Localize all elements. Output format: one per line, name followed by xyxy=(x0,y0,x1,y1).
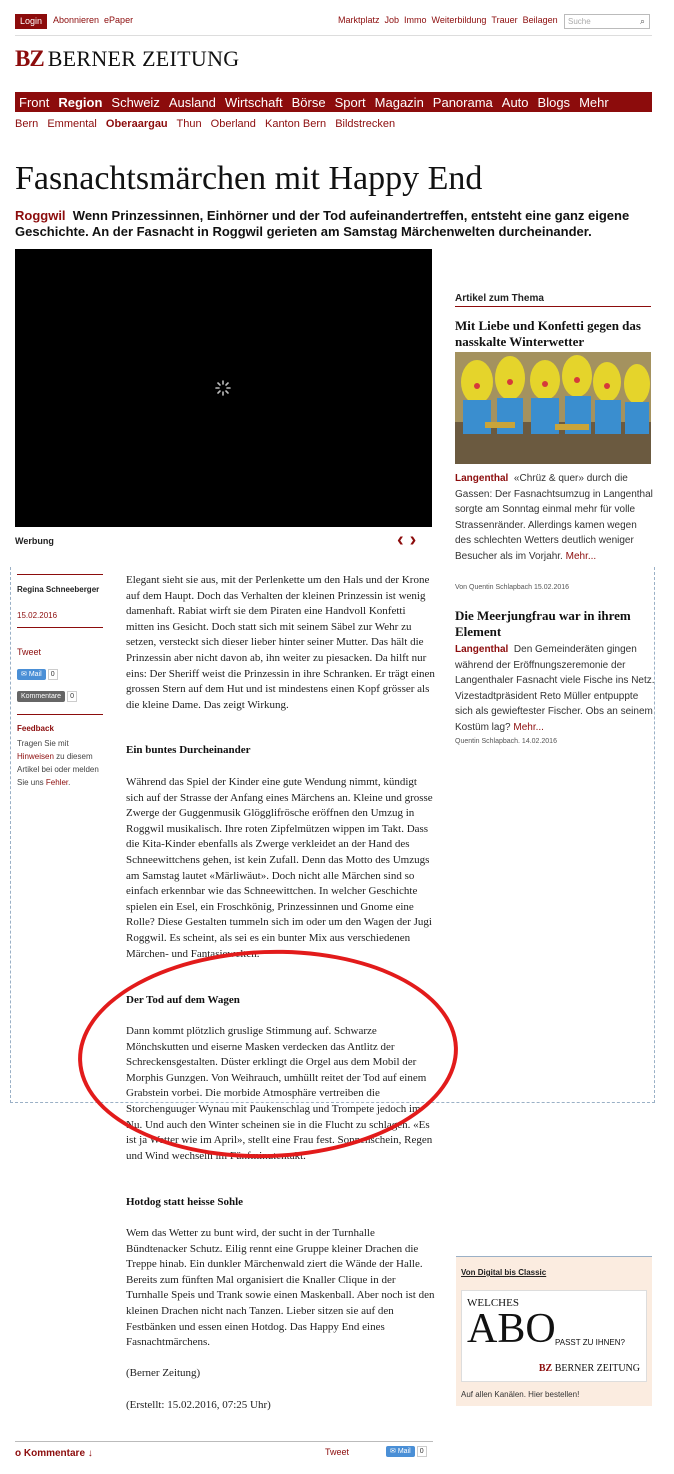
nav-boerse[interactable]: Börse xyxy=(291,94,326,110)
ad-big-text: ABO xyxy=(467,1306,556,1352)
nav-front[interactable]: Front xyxy=(19,94,50,110)
feedback-rule xyxy=(17,714,103,715)
related-image-1[interactable] xyxy=(455,352,651,464)
article-source: (Berner Zeitung) xyxy=(126,1367,201,1379)
bottom-mail-share xyxy=(386,1446,427,1457)
ad-banner[interactable] xyxy=(461,1290,647,1382)
fehler-link[interactable]: Fehler xyxy=(45,778,69,787)
ad-logo-mark: BZ xyxy=(538,1363,553,1374)
search-placeholder: Suche xyxy=(568,17,591,26)
related-title-2[interactable]: Die Meerjungfrau war in ihrem Element xyxy=(455,608,631,639)
related-dateline-2: Langenthal xyxy=(455,644,509,655)
lead-dateline: Roggwil xyxy=(15,208,66,223)
subnav-emmental[interactable]: Emmental xyxy=(47,118,97,130)
author-name[interactable]: Regina Schneeberger xyxy=(17,585,100,594)
nav-ausland[interactable]: Ausland xyxy=(168,94,216,110)
main-nav xyxy=(15,92,652,112)
nav-blogs[interactable]: Blogs xyxy=(537,94,571,110)
comments-button[interactable]: Kommentare xyxy=(17,691,65,702)
mail-label: Mail xyxy=(28,671,42,678)
subheading-2: Der Tod auf dem Wagen xyxy=(126,994,240,1006)
logo-mark: BZ xyxy=(15,46,44,71)
abonnieren-link[interactable]: Abonnieren xyxy=(53,15,100,25)
comments-share xyxy=(17,691,103,702)
chevron-left-icon[interactable]: ‹ xyxy=(397,529,410,551)
related-dateline-1: Langenthal xyxy=(455,473,509,484)
nav-region[interactable]: Region xyxy=(58,94,103,110)
article-date: 15.02.2016 xyxy=(17,611,58,620)
article-lead xyxy=(15,208,655,240)
related-byline-2: Quentin Schlapbach. 14.02.2016 xyxy=(455,738,557,745)
feedback-text-2: zu diesem Artikel bei oder melden Sie uns xyxy=(17,752,99,787)
author-rule-top xyxy=(17,574,103,575)
bottom-tweet-link[interactable]: Tweet xyxy=(325,1447,350,1457)
ad-label: Werbung xyxy=(15,536,54,546)
ad-line-1: WELCHES xyxy=(467,1297,519,1309)
article-paragraph-4: Wem das Wetter zu bunt wird, der sucht in der Turnhalle Bündtenacker Schutz. Eilig rennt eine Gruppe kleiner Drachen die Treppe hinab. Ein dunkler Märchenwald ziert die Wände der Halle. Bereits zum fünften Mal organisiert die Knaller Clique in der Turnhalle Speis und Trank sowie einen Maskenball. Aber noch ist den kleinen Drachen nicht nach Tanzen. Lieber sitzen sie auf den Festbänken und essen einen Hotdog. Das Happy End eines Fasnachtmärchens. xyxy=(126,1227,435,1349)
subnav-thun[interactable]: Thun xyxy=(176,118,202,130)
login-button[interactable]: Login xyxy=(15,14,47,29)
comments-count: 0 xyxy=(67,691,77,702)
mail-count: 0 xyxy=(48,669,58,680)
related-byline-1: Von Quentin Schlapbach 15.02.2016 xyxy=(455,584,570,591)
mail-share xyxy=(17,669,103,680)
top-links-left xyxy=(53,15,138,25)
video-player[interactable] xyxy=(15,249,432,527)
search-icon[interactable]: ⌕ xyxy=(639,16,645,26)
nav-auto[interactable]: Auto xyxy=(501,94,529,110)
weiterbildung-link[interactable]: Weiterbildung xyxy=(431,15,487,25)
tweet-link[interactable]: Tweet xyxy=(17,647,42,657)
bottom-mail-button[interactable]: ✉ Mail xyxy=(386,1446,415,1457)
arrow-down-icon: ↓ xyxy=(87,1448,93,1459)
nav-schweiz[interactable]: Schweiz xyxy=(111,94,160,110)
logo-name: BERNER ZEITUNG xyxy=(47,46,240,71)
ad-logo xyxy=(539,1363,640,1374)
ad-logo-name: BERNER ZEITUNG xyxy=(554,1363,640,1374)
feedback-text: Tragen Sie mit Hinweisen zu diesem Artikel bei oder melden Sie uns Fehler. xyxy=(17,739,99,787)
comments-label: o Kommentare xyxy=(15,1448,86,1459)
site-logo[interactable] xyxy=(15,46,239,72)
ad-line-2: PASST ZU IHNEN? xyxy=(555,1338,625,1347)
mail-button[interactable]: ✉ Mail xyxy=(17,669,46,680)
lead-text: Wenn Prinzessinnen, Einhörner und der Tod aufeinandertreffen, entsteht eine ganz eigene Geschichte. An der Fasnacht in Roggwil gerieten am Samstag Märchenwelten durcheinander. xyxy=(15,208,630,239)
article-paragraph-2: Während das Spiel der Kinder eine gute Wendung nimmt, kündigt sich auf der Strasse der Anfang eines Märchens an. Kleine und grosse Zwerge der Guggenmusik Glögglifrösche eröffnen den Umzug in Roggwil musikalisch. Ihre roten Zipfelmützen wippen im Takt. Dass die Kita-Kinder ebenfalls als Zwerge verkleidet an der Hand des Schneewittchens gehen, ist kein Zufall. Denn das Motto des Umzugs am Samstag lautet «Märliwäut». Doch nicht alle Märchen sind so einfach erkennbar wie das Schneewittchen. In welcher Geschichte spielen ein Esel, ein Froschkönig, Prinzessinnen und Gnome eine Rolle? Diese Gestalten tummeln sich im oder um den Wagen der Jugi Roggwil. Es scheint, als sei es ein bunter Mix aus verschiedenen Märchen- und Fantasiewelten. xyxy=(126,776,433,960)
subnav-kanton-bern[interactable]: Kanton Bern xyxy=(264,118,327,130)
article-paragraph-3: Dann kommt plötzlich gruslige Stimmung auf. Schwarze Mönchskutten und eiserne Masken verdecken das Antlitz der Schreckensgestalten. Düster erklingt die Orgel aus dem Mobil der Morphis Gunzgen. Von Weihrauch, umhüllt reitet der Tod auf einem Grabstein vorbei. Die morbide Atmosphäre vertreiben die Storchenguuger Wynau mit Paukenschlag und Trompete jedoch im Nu. Und auch den Winter scheinen sie in die Flucht zu schlagen. «Es ist ja Wetter wie im April», stellt eine Frau fest. Sonnenschein, Regen und Wind wechseln im Fünfminutentakt. xyxy=(126,1025,433,1162)
abo-advertisement[interactable] xyxy=(456,1256,652,1406)
article-paragraph-1: Elegant sieht sie aus, mit der Perlenkette um den Hals und der Krone auf dem Haupt. Doch das Verhalten der kleinen Prinzessin ist wenig damenhaft. Rabiat wirft sie dem Piraten eine Handvoll Konfetti mitten ins Gesicht. Doch statt sich mit seinem Säbel zur Wehr zu setzen, versteckt sich dieser lieber hinter seiner Mutter. Das hält die Prinzessin aber nicht davon ab, ihn weiter zu piesacken. Da hilft nur eins: Der Sheriff weist die Prinzessin in ihre Schranken. Er trägt einen grossen Stern auf dem Hut und ist mindestens einen Kopf grösser als die kleine Dame. Das zeigt Wirkung. xyxy=(126,574,435,711)
subheading-3: Hotdog statt heisse Sohle xyxy=(126,1196,244,1208)
related-text-2: Den Gemeinderäten gingen während der Eröffnungszeremonie der Langenthaler Fasnacht viele Fische ins Netz. Vizestadtpräsident Reto Müller entpuppte sich als gewieftester Fischer. Obs an seinem Kostüm lag? xyxy=(455,644,655,733)
related-rule xyxy=(455,306,651,307)
trauer-link[interactable]: Trauer xyxy=(491,15,518,25)
top-links-right xyxy=(338,15,563,25)
nav-sport[interactable]: Sport xyxy=(334,94,366,110)
comments-toggle[interactable] xyxy=(15,1448,93,1459)
related-more-2[interactable]: Mehr... xyxy=(513,721,544,733)
nav-panorama[interactable]: Panorama xyxy=(432,94,493,110)
related-title-1[interactable]: Mit Liebe und Konfetti gegen das nasskalte Winterwetter xyxy=(455,318,641,349)
beilagen-link[interactable]: Beilagen xyxy=(522,15,558,25)
related-more-1[interactable]: Mehr... xyxy=(565,550,597,562)
epaper-link[interactable]: ePaper xyxy=(104,15,134,25)
subnav-bern[interactable]: Bern xyxy=(15,118,39,130)
subnav-bildstrecken[interactable]: Bildstrecken xyxy=(335,118,396,130)
subnav-oberaargau[interactable]: Oberaargau xyxy=(105,118,168,130)
nav-wirtschaft[interactable]: Wirtschaft xyxy=(224,94,283,110)
job-link[interactable]: Job xyxy=(384,15,400,25)
bottom-mail-count: 0 xyxy=(417,1446,427,1457)
immo-link[interactable]: Immo xyxy=(404,15,427,25)
bottom-mail-label: Mail xyxy=(397,1448,411,1455)
feedback-title: Feedback xyxy=(17,724,54,733)
ad-heading[interactable]: Von Digital bis Classic xyxy=(461,1268,547,1277)
related-teaser-1 xyxy=(455,471,655,564)
related-heading: Artikel zum Thema xyxy=(455,293,544,304)
author-rule-bottom xyxy=(17,627,103,628)
feedback-text-1: Tragen Sie mit xyxy=(17,739,69,748)
related-teaser-2 xyxy=(455,642,655,735)
subnav-oberland[interactable]: Oberland xyxy=(210,118,256,130)
article-created: (Erstellt: 15.02.2016, 07:25 Uhr) xyxy=(126,1399,271,1411)
article-title: Fasnachtsmärchen mit Happy End xyxy=(15,160,483,197)
video-nav xyxy=(397,529,422,552)
top-divider xyxy=(15,35,652,36)
search-input[interactable] xyxy=(564,14,650,29)
nav-mehr[interactable]: Mehr xyxy=(579,94,609,110)
loading-spinner-icon xyxy=(215,380,231,396)
ad-footer[interactable]: Auf allen Kanälen. Hier bestellen! xyxy=(461,1390,580,1399)
sub-nav xyxy=(15,118,401,130)
bottom-divider xyxy=(15,1441,433,1442)
nav-magazin[interactable]: Magazin xyxy=(374,94,424,110)
subheading-1: Ein buntes Durcheinander xyxy=(126,744,251,756)
chevron-right-icon[interactable]: › xyxy=(409,529,423,551)
related-text-1: «Chrüz & quer» durch die Gassen: Der Fasnachtsumzug in Langenthal sorgte am Sonntag einmal mehr für volle Strassenränder. Allerdings kamen wegen des schlechten Wetters deutlich weniger Besucher als im Vorjahr. xyxy=(455,473,653,562)
marktplatz-link[interactable]: Marktplatz xyxy=(338,15,380,25)
carnival-photo xyxy=(455,352,651,464)
hinweisen-link[interactable]: Hinweisen xyxy=(17,752,54,761)
